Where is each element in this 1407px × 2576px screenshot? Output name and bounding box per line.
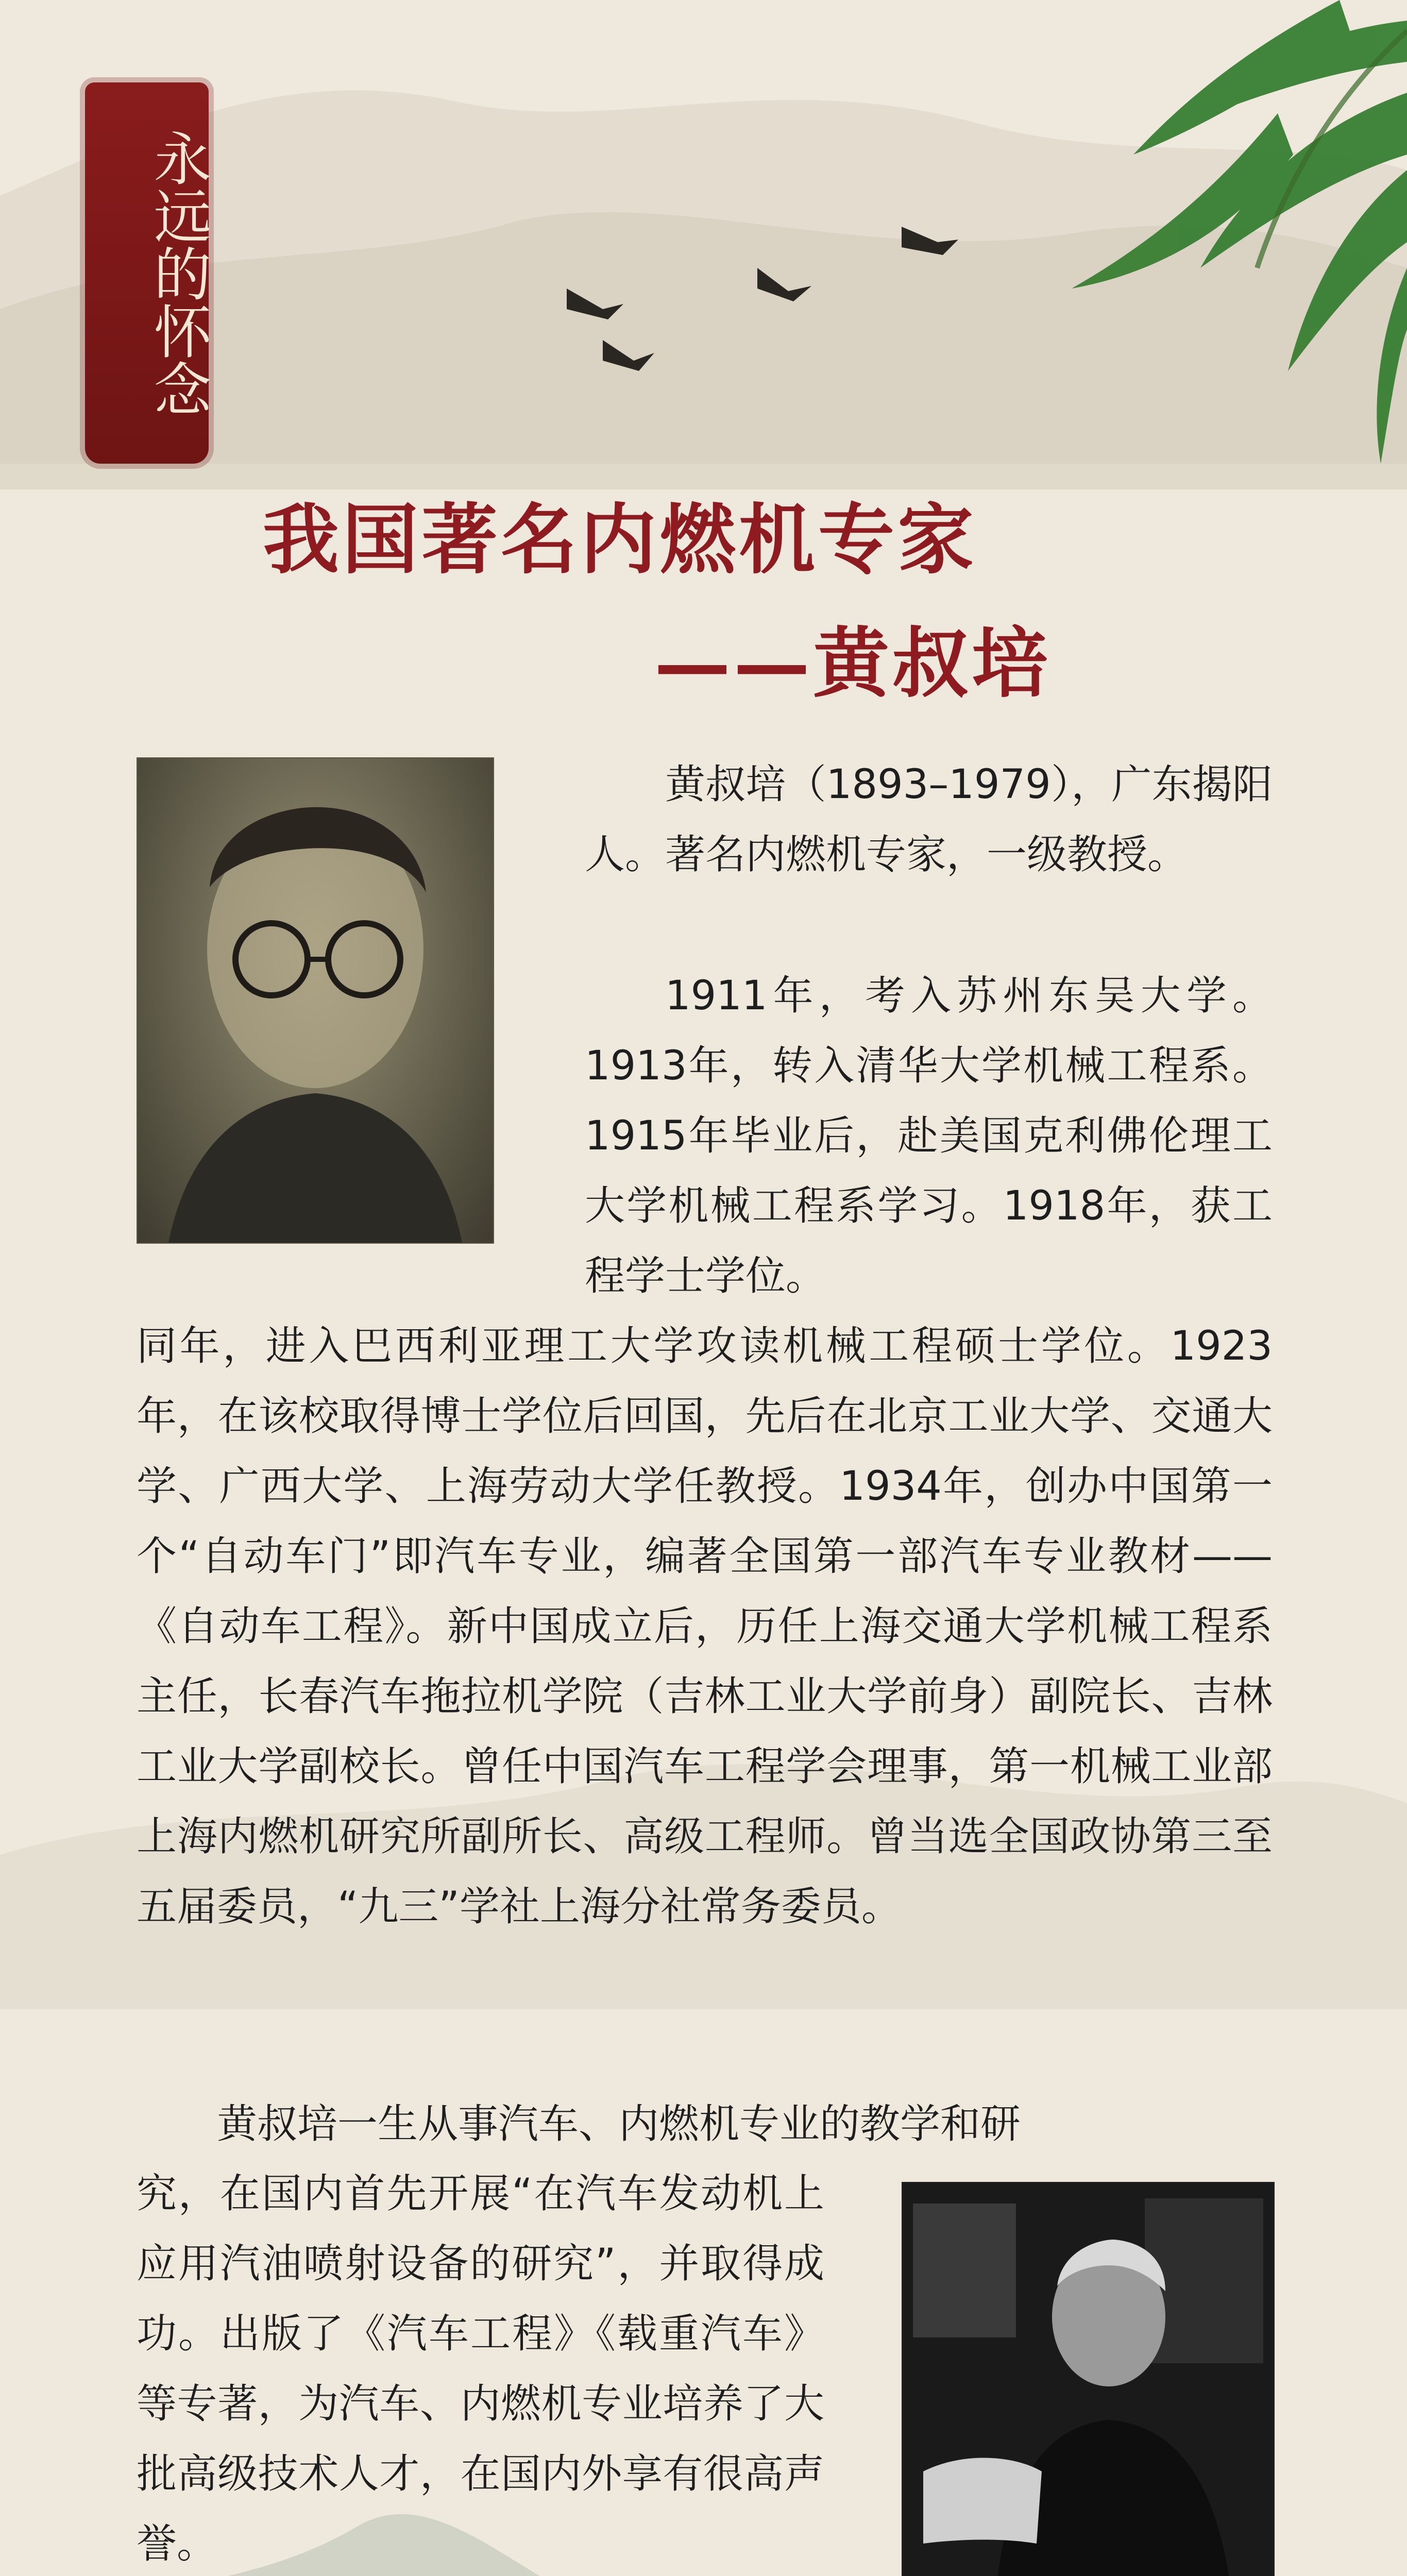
memorial-badge (85, 82, 209, 464)
biography-paragraph-3: 黄叔培一生从事汽车、内燃机专业的教学和研 (217, 2101, 1021, 2147)
portrait-photo-young (137, 757, 494, 1244)
biography-paragraph-2-continued: 同年，进入巴西利亚理工大学攻读机械工程硕士学位。1923年，在该校取得博士学位后回国，先后在北京工业大学、交通大学、广西大学、上海劳动大学任教授。1934年，创办中国第一个“自动车门”即汽车专业，编著全国第一部汽车专业教材——《自动车工程》。新中国成立后，历任上海交通大学机械工程系主任，长春汽车拖拉机学院（吉林工业大学前身）副院长、吉林工业大学副校长。曾任中国汽车工程学会理事，第一机械工业部上海内燃机研究所副所长、高级工程师。曾当选全国政协第三至五届委员，“九三”学社上海分社常务委员。 (137, 1323, 1273, 1930)
biography-paragraph-2: 1911年，考入苏州东吴大学。1913年，转入清华大学机械工程系。1915年毕业后，赴美国克利佛伦理工大学机械工程系学习。1918年，获工程学士学位。 (585, 973, 1273, 1299)
title-line-2: ——黄叔培 (654, 618, 1051, 708)
biography-paragraph-1: 黄叔培（1893–1979），广东揭阳人。著名内燃机专家，一级教授。 (585, 761, 1273, 878)
biography-paragraph-3-continued: 究，在国内首先开展“在汽车发动机上应用汽油喷射设备的研究”，并取得成功。出版了《汽车工程》《载重汽车》等专著，为汽车、内燃机专业培养了大批高级技术人才，在国内外享有很高声誉。 (137, 2171, 824, 2567)
portrait-elderly-illustration (903, 2183, 1274, 2576)
title-line-1: 我国著名内燃机专家 (263, 495, 977, 584)
portrait-photo-elderly (902, 2182, 1275, 2576)
portrait-young-illustration (138, 758, 493, 1243)
badge-text: 永远的怀念 (144, 129, 211, 417)
